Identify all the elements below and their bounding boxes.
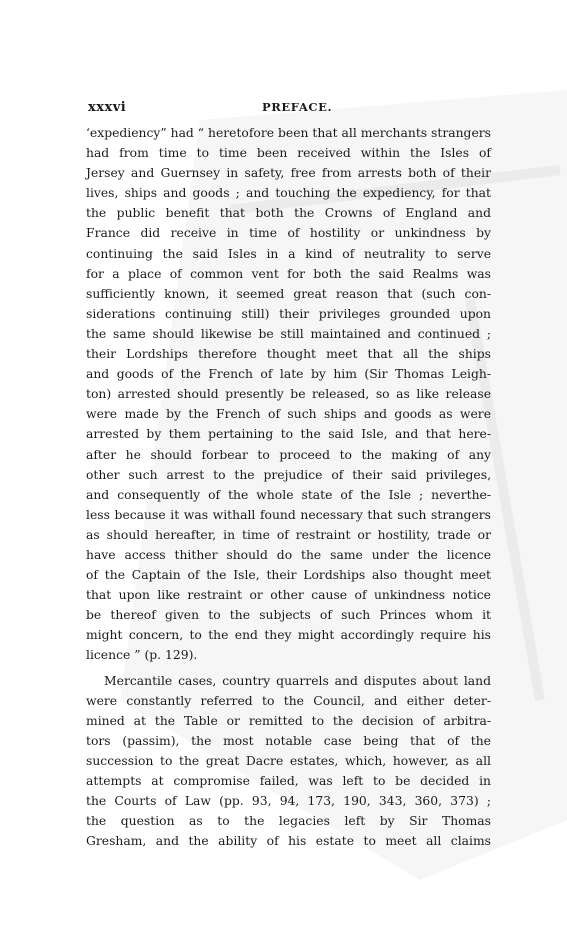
text-line: ‘expediency” had “ heretofore been that all merchants strangers — [86, 126, 491, 140]
text-line: and consequently of the whole state of the Isle ; neverthe- — [86, 487, 491, 502]
text-line: arrested by them pertaining to the said Isle, and that here- — [86, 427, 491, 442]
text-line: have access thither should do the same under the licence — [86, 547, 491, 562]
text-line: Jersey and Guernsey in safety, free from arrests both of their — [86, 166, 491, 181]
paragraph — [86, 671, 491, 852]
text-line: Mercantile cases, country quarrels and disputes about land — [104, 673, 491, 688]
text-line: be thereof given to the subjects of such Princes whom it — [86, 608, 491, 623]
paragraph — [86, 123, 491, 666]
text-line: siderations continuing still) their privileges grounded upon — [86, 306, 491, 321]
page-number: xxxvi — [88, 100, 127, 115]
text-line: were constantly referred to the Council, and either deter- — [86, 693, 491, 708]
text-line: of the Captain of the Isle, their Lordships also thought meet — [86, 568, 491, 583]
text-line: their Lordships therefore thought meet that all the ships — [86, 347, 491, 362]
text-line: the question as to the legacies left by Sir Thomas — [86, 814, 491, 829]
text-line: the public benefit that both the Crowns of England and — [86, 206, 491, 221]
text-line: attempts at compromise failed, was left to be decided in — [86, 774, 491, 788]
text-line: might concern, to the end they might accordingly require his — [86, 628, 491, 643]
page-header — [88, 100, 488, 120]
text-line: as should hereafter, in time of restraint or hostility, trade or — [86, 527, 491, 542]
text-line: France did receive in time of hostility or unkindness by — [86, 226, 491, 241]
text-line: had from time to time been received within the Isles of — [86, 146, 491, 161]
text-line: continuing the said Isles in a kind of neutrality to serve — [86, 246, 491, 261]
text-line: were made by the French of such ships and goods as were — [86, 407, 491, 422]
text-line: and goods of the French of late by him (Sir Thomas Leigh- — [86, 367, 491, 382]
text-line: other such arrest to the prejudice of their said privileges, — [86, 467, 491, 482]
text-line: sufficiently known, it seemed great reason that (such con- — [86, 286, 491, 301]
text-line: mined at the Table or remitted to the decision of arbitra- — [86, 713, 491, 728]
running-head: PREFACE. — [262, 100, 333, 114]
text-line: ton) arrested should presently be released, so as like release — [86, 387, 491, 402]
text-line: the Courts of Law (pp. 93, 94, 173, 190, 343, 360, 373) ; — [86, 794, 491, 809]
text-line: less because it was withall found necessary that such strangers — [86, 507, 491, 522]
text-line: after he should forbear to proceed to the making of any — [86, 447, 491, 462]
text-line: succession to the great Dacre estates, which, however, as all — [86, 753, 491, 768]
text-line: licence ” (p. 129). — [86, 648, 198, 663]
text-line: the same should likewise be still maintained and continued ; — [86, 326, 491, 341]
text-line: lives, ships and goods ; and touching the expediency, for that — [86, 186, 491, 201]
text-line: Gresham, and the ability of his estate to meet all claims — [86, 834, 491, 849]
body-text — [86, 123, 491, 851]
text-line: tors (passim), the most notable case being that of the — [86, 733, 491, 748]
text-line: that upon like restraint or other cause of unkindness notice — [86, 588, 491, 603]
text-line: for a place of common vent for both the said Realms was — [86, 266, 491, 281]
